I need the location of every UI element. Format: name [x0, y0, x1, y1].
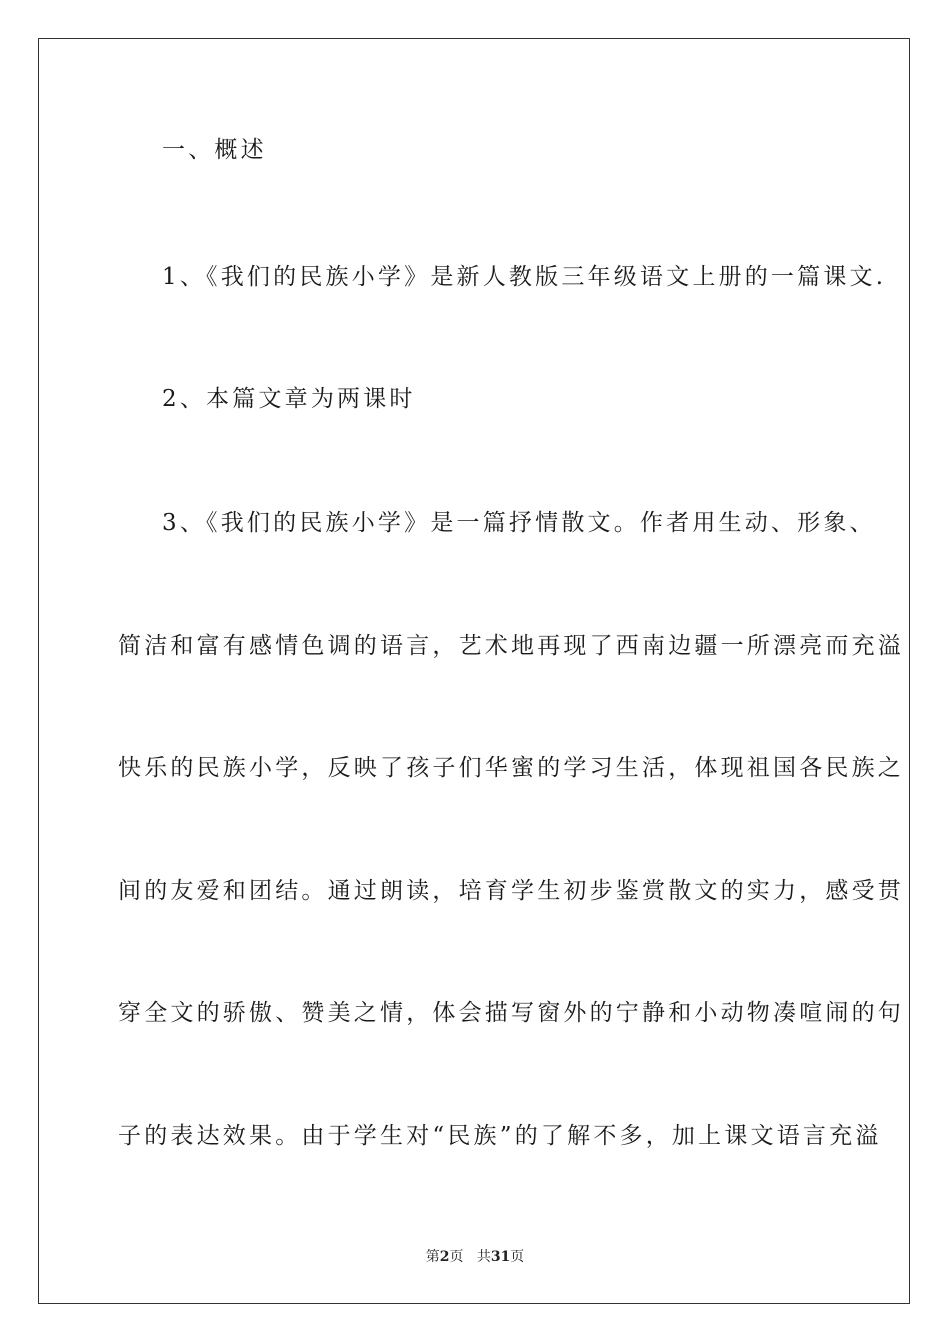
paragraph-line: 1、《我们的民族小学》是新人教版三年级语文上册的一篇课文. [162, 264, 887, 290]
total-pages: 31 [490, 1249, 511, 1265]
section-heading: 一、概述 [162, 137, 267, 163]
page-suffix: 页 [449, 1249, 464, 1265]
total-suffix: 页 [510, 1249, 525, 1265]
paragraph-line: 子的表达效果。由于学生对“民族”的了解不多，加上课文语言充溢 [118, 1123, 882, 1149]
paragraph-line: 快乐的民族小学，反映了孩子们华蜜的学习生活，体现祖国各民族之 [118, 755, 904, 781]
paragraph-line: 2、本篇文章为两课时 [162, 386, 416, 412]
paragraph-line: 穿全文的骄傲、赞美之情，体会描写窗外的宁静和小动物凑喧闹的句 [118, 1000, 904, 1026]
page-number: 2 [439, 1249, 450, 1265]
paragraph-line: 间的友爱和团结。通过朗读，培育学生初步鉴赏散文的实力，感受贯 [118, 878, 904, 904]
page-border [38, 38, 910, 1304]
page-prefix: 第 [425, 1249, 440, 1265]
page-footer [0, 1247, 950, 1267]
paragraph-line: 简洁和富有感情色调的语言，艺术地再现了西南边疆一所漂亮而充溢 [118, 633, 904, 659]
paragraph-line: 3、《我们的民族小学》是一篇抒情散文。作者用生动、形象、 [162, 510, 876, 536]
total-prefix: 共 [476, 1249, 491, 1265]
